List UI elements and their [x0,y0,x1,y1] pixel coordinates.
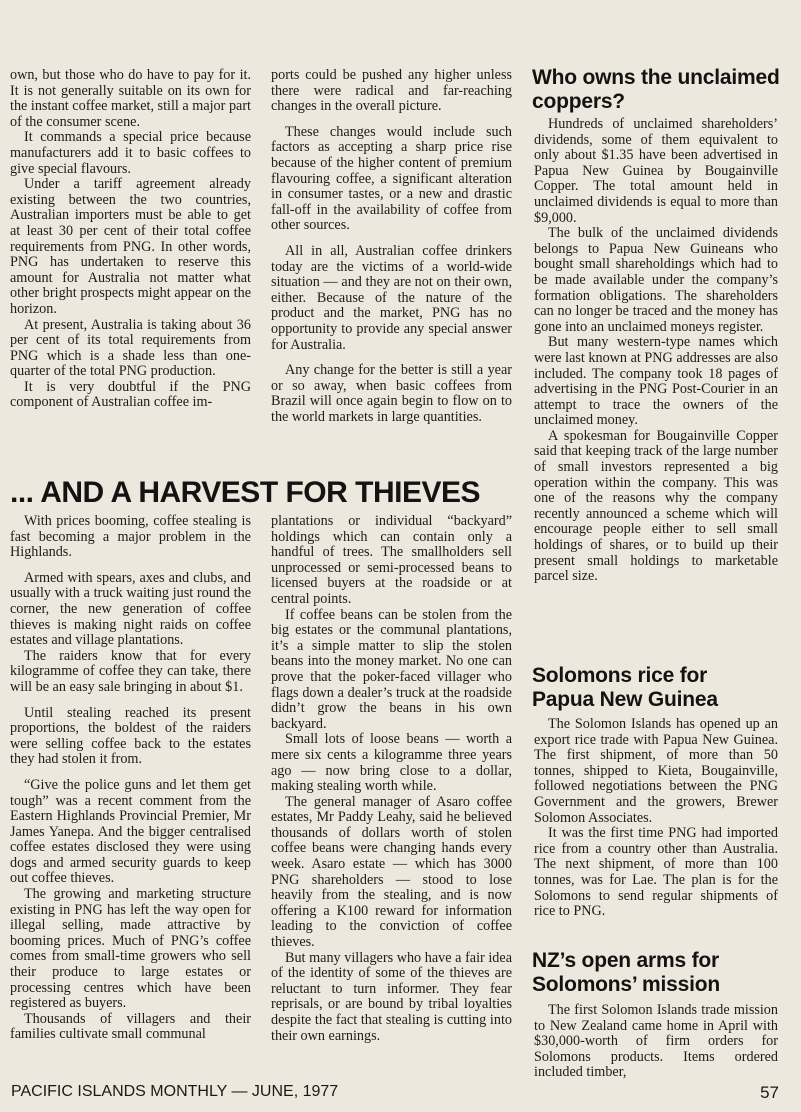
body-paragraph: The growing and marketing structure existing in PNG has left the way open for illegal selling, made attractive by booming prices. Much of PNG’s coffee comes from small-time growers who sell their produce to large estates or processing centres which have been registered as buyers. [10,886,251,1012]
coppers-article [534,117,778,585]
body-paragraph: It commands a special price because manufacturers add it to basic coffees to give special flavours. [10,129,251,177]
body-paragraph: “Give the police guns and let them get tough” was a recent comment from the Eastern Highlands Provincial Premier, Mr James Yanepa. And the bigger centralised coffee estates disclosed they were using dogs and armed security guards to keep out coffee thieves. [10,776,251,887]
body-paragraph: The raiders know that for every kilogramme of coffee they can take, there will be an easy sale bringing in about $1. [10,647,251,695]
footer-publication: PACIFIC ISLANDS MONTHLY — JUNE, 1977 [11,1083,339,1100]
body-paragraph: The Solomon Islands has opened up an export rice trade with Papua New Guinea. The first shipment, of more than 50 tonnes, shipped to Kieta, Bougainville, followed negotiations between the PNG Government and the growers, Brewer Solomon Associates. [534,716,778,826]
thieves-headline: ... AND A HARVEST FOR THIEVES [10,476,480,509]
body-paragraph: All in all, Australian coffee drinkers today are the victims of a world-wide situation — and they are not on their own, either. Because of the nature of the product and the market, PNG has no opportunity to provide any special answer for Australia. [271,242,512,353]
body-paragraph: Hundreds of unclaimed shareholders’ dividends, some of them equivalent to only about $1.35 have been advertised in Papua New Guinea by Bougainville Copper. The total amount held in unclaimed dividends is equal to more than $9,000. [534,116,778,226]
body-paragraph: These changes would include such factors as accepting a sharp price rise because of the higher content of premium flavouring coffee, a significant alteration in consumer tastes, or a new and drastic fall-off in the availability of coffee from other sources. [271,123,512,234]
page-number: 57 [760,1083,779,1102]
body-paragraph: ports could be pushed any higher unless there were radical and far-reaching changes in the overall picture. [271,67,512,115]
body-paragraph: Until stealing reached its present proportions, the boldest of the raiders were selling coffee back to the estates they had stolen it from. [10,704,251,768]
body-paragraph: Thousands of villagers and their families cultivate small communal [10,1010,251,1043]
body-paragraph: The bulk of the unclaimed dividends belongs to Papua New Guineans who bought small shareholdings which had to be made available under the company’s formation obligations. The shareholders can no longer be traced and the money has gone into an unclaimed moneys register. [534,225,778,335]
body-paragraph: At present, Australia is taking about 36 per cent of its total requirements from PNG which is a shade less than one-quarter of the total PNG production. [10,316,251,380]
mission-headline: NZ’s open arms for Solomons’ mission [532,949,720,996]
thieves-column-2 [271,514,512,1044]
body-paragraph: Armed with spears, axes and clubs, and usually with a truck waiting just round the corner, the new generation of coffee thieves is making night raids on coffee estates and village plantations. [10,569,251,649]
body-paragraph: A spokesman for Bougainville Copper said that keeping track of the large number of small investors represented a big operation within the company. This was one of the reasons why the company recently announced a scheme which will encourage people either to sell small holdings of shares, or to build up their present small holdings to marketable parcel size. [534,427,778,585]
body-paragraph: plantations or individual “backyard” holdings which can contain only a handful of trees. The smallholders sell unprocessed or semi-processed beans to licensed buyers at the roadside or at central points. [271,513,512,607]
body-paragraph: own, but those who do have to pay for it. It is not generally suitable on its own for the instant coffee market, still a major part of the consumer scene. [10,67,251,130]
body-paragraph: It is very doubtful if the PNG component of Australian coffee im- [10,378,251,411]
body-paragraph: It was the first time PNG had imported rice from a country other than Australia. The next shipment, of more than 100 tonnes, was for Lae. The plan is for the Solomons to send regular shipments of rice to PNG. [534,825,778,920]
body-paragraph: The first Solomon Islands trade mission to New Zealand came home in April with $30,000-worth of firm orders for Solomons products. Items ordered included timber, [534,1002,778,1081]
body-paragraph: But many western-type names which were last known at PNG addresses are also included. The company took 18 pages of advertising in the PNG Post-Courier in an attempt to trace the owners of the unclaimed money. [534,334,778,429]
body-paragraph: Small lots of loose beans — worth a mere six cents a kilogramme three years ago — now bring close to a dollar, making stealing worth while. [271,731,512,795]
coppers-headline: Who owns the unclaimed coppers? [532,66,780,113]
body-paragraph: If coffee beans can be stolen from the big estates or the communal plantations, it’s a simple matter to slip the stolen beans into the money market. No one can prove that the poker-faced villager who flags down a dealer’s truck at the roadside didn’t grow the beans in his own backyard. [271,606,512,732]
coffee-column-1 [10,68,251,411]
body-paragraph: The general manager of Asaro coffee estates, Mr Paddy Leahy, said he believed thousands of dollars worth of stolen coffee beans were changing hands every week. Asaro estate — which has 3000 PNG shareholders — stood to lose heavily from the stealing, and is now offering a K100 reward for information leading to the conviction of coffee thieves. [271,793,512,951]
body-paragraph: Under a tariff agreement already existing between the two countries, Australian importers must be able to get at least 30 per cent of their total coffee requirements from PNG. In other words, PNG has undertaken to reserve this amount for Australia not matter what other bright prospects might appear on the horizon. [10,176,251,317]
body-paragraph: Any change for the better is still a year or so away, when basic coffees from Brazil will once again begin to flow on to the world markets in large quantities. [271,362,512,425]
coffee-column-2 [271,68,512,425]
thieves-column-1 [10,514,251,1043]
rice-headline: Solomons rice for Papua New Guinea [532,664,718,711]
mission-article [534,1003,778,1081]
rice-article [534,717,778,920]
body-paragraph: With prices booming, coffee stealing is fast becoming a major problem in the Highlands. [10,513,251,561]
body-paragraph: But many villagers who have a fair idea of the identity of some of the thieves are reluctant to turn informer. They fear reprisals, or are bound by tribal loyalties despite the fact that stealing is cutting into their own earnings. [271,949,512,1044]
